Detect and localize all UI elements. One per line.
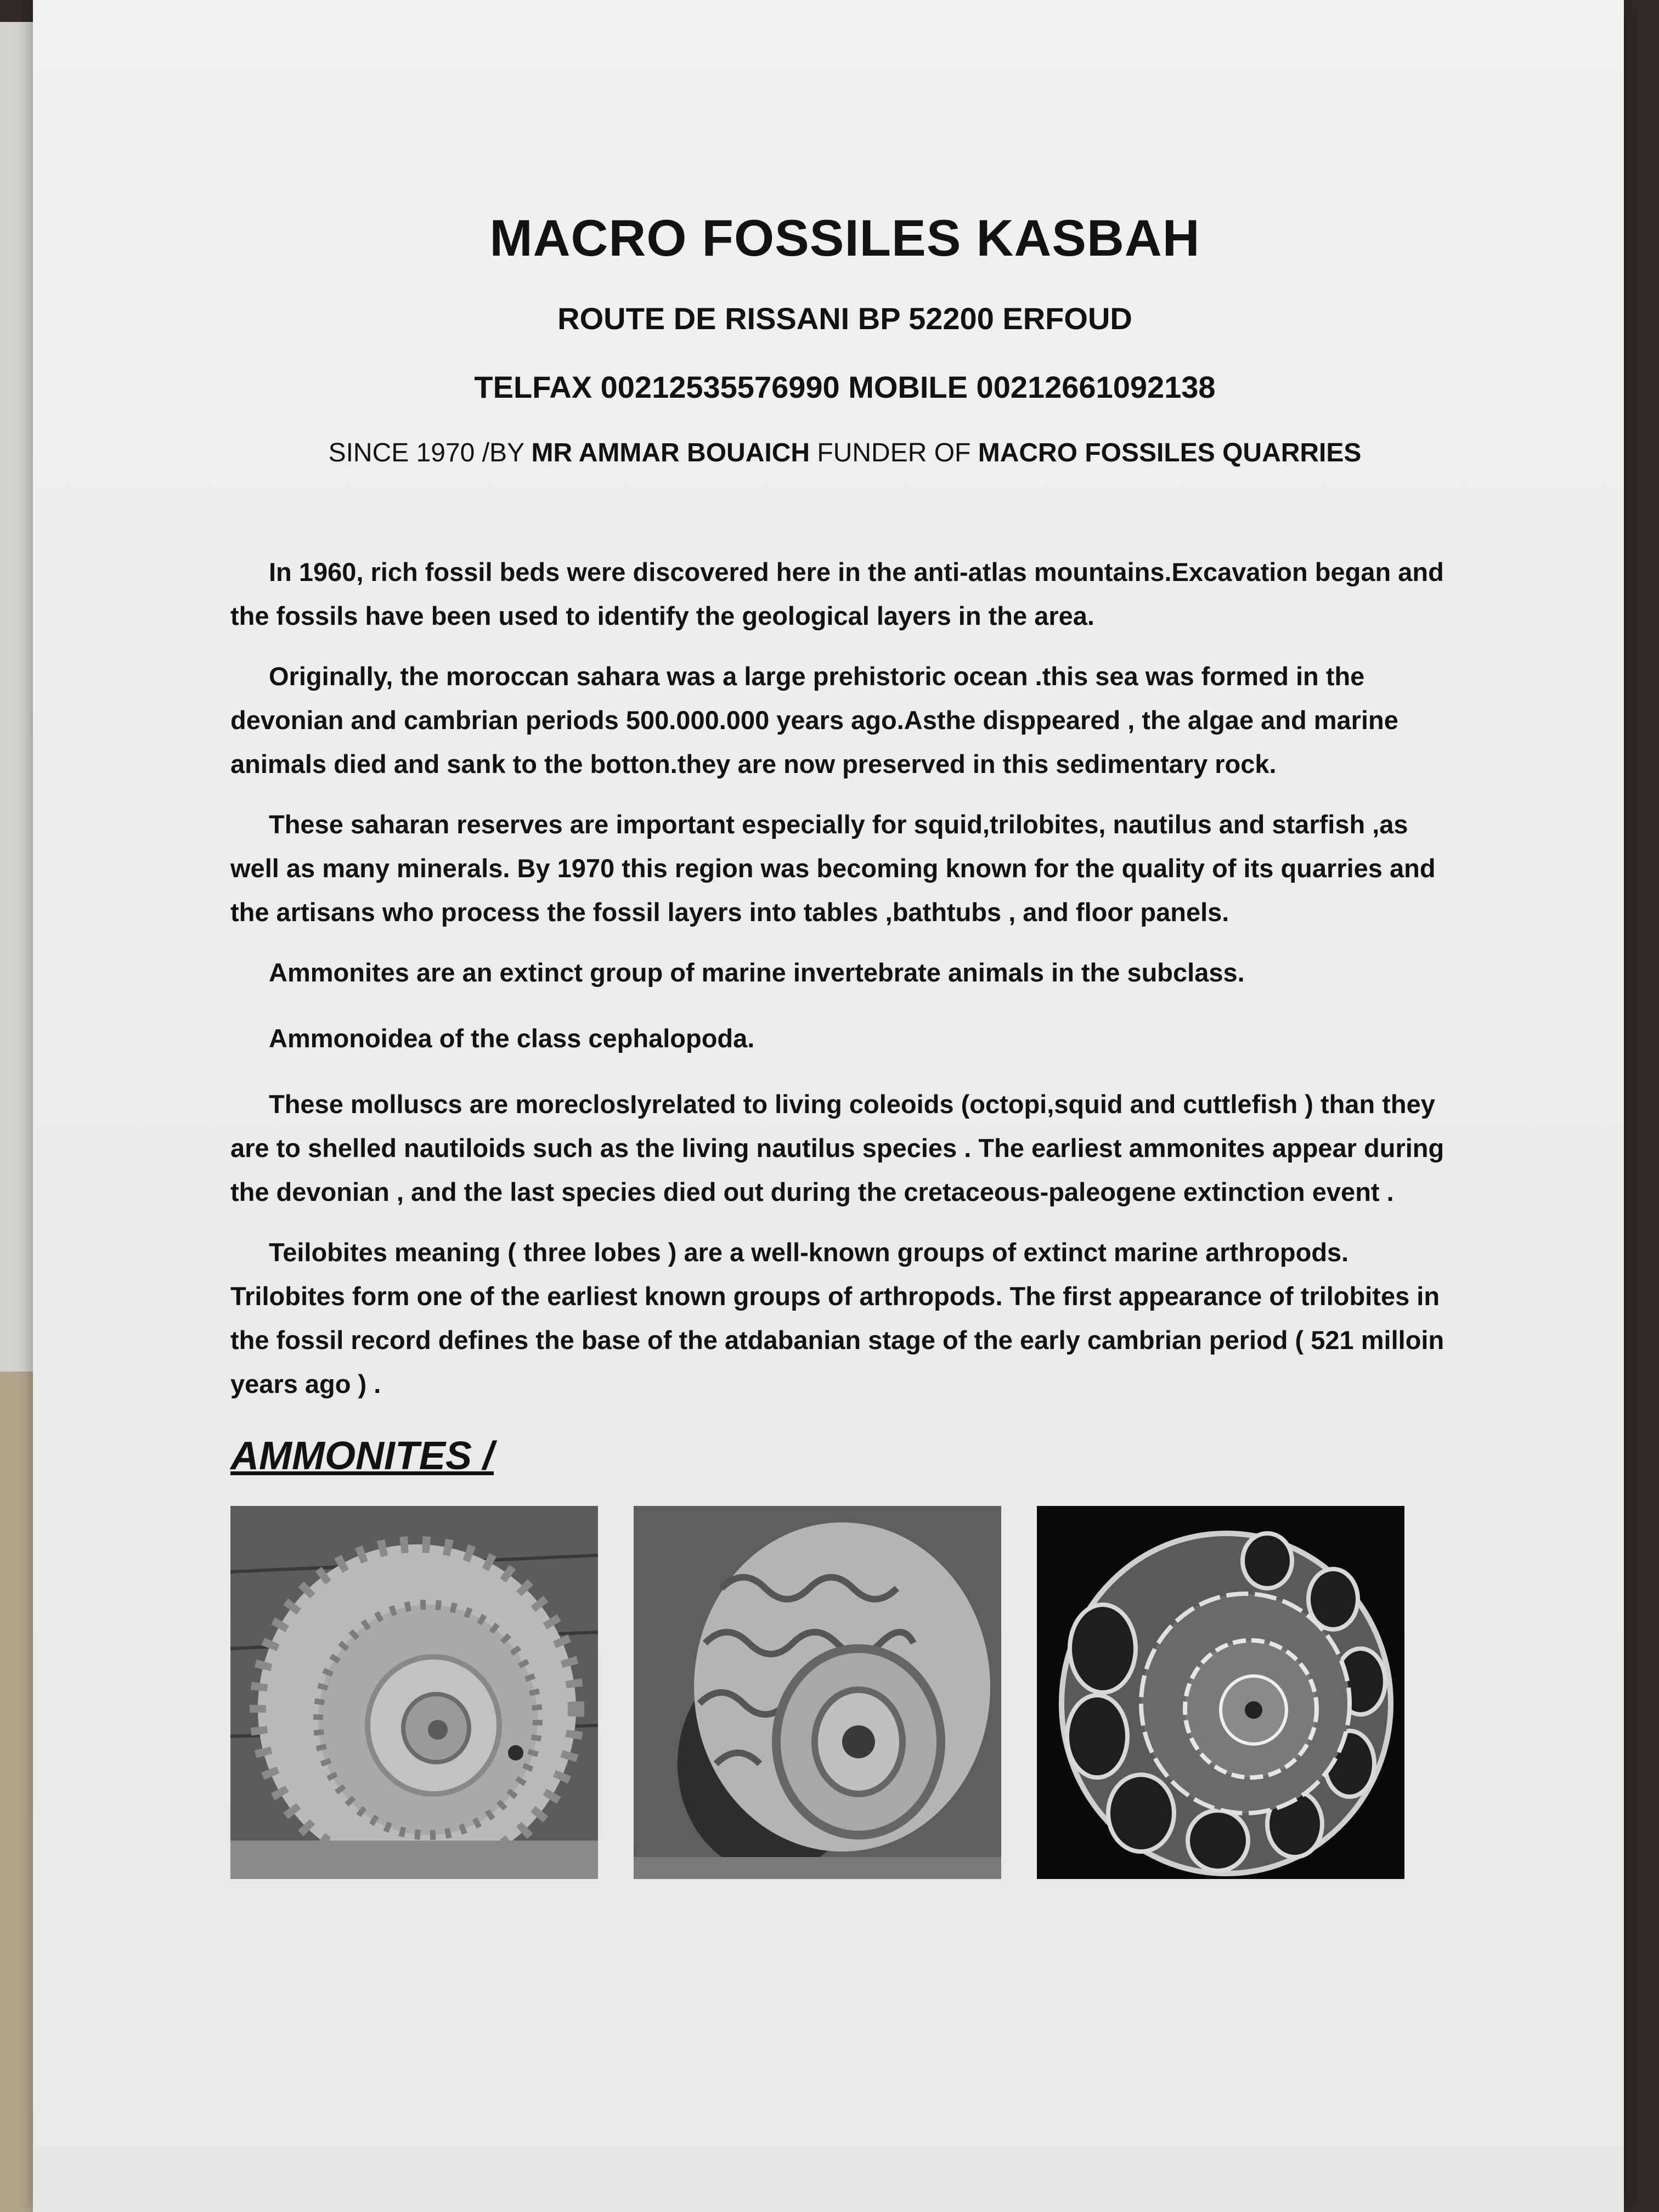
sutured-ammonite-icon — [634, 1506, 1001, 1879]
sectioned-ammonite-photo — [1037, 1506, 1404, 1879]
paper-sheet — [33, 0, 1624, 2212]
ribbed-ammonite-photo — [230, 1506, 598, 1879]
since-line — [230, 438, 1459, 468]
paragraph-reserves: These saharan reserves are important especially for squid,trilobites, nautilus and starfish ,as well as many minerals. By 1970 this region was becoming known for the quality of its quarries and the artisans who process the fossil layers into tables ,bathtubs , and floor panels. — [230, 810, 1436, 927]
paragraph-ocean: Originally, the moroccan sahara was a large prehistoric ocean .this sea was formed in the devonian and cambrian periods 500.000.000 years ago.Asthe disppeared , the algae and marine animals died and sank to the botton.they are now preserved in this sedimentary rock. — [230, 662, 1398, 778]
paragraph-molluscs: These molluscs are moreclosIyrelated to living coleoids (octopi,squid and cuttlefish ) than they are to shelled nautiloids such as the living nautilus species . The earliest ammonites appear during the devonian , and the last species died out during the cretaceous-paleogene extinction event . — [230, 1090, 1444, 1206]
since-prefix: SINCE 1970 /BY — [328, 438, 532, 467]
document-content — [230, 208, 1459, 1879]
quarries-name: MACRO FOSSILES QUARRIES — [978, 438, 1362, 467]
telfax-line: TELFAX 00212535576990 MOBILE 00212661092138 — [474, 370, 1216, 404]
address-line: ROUTE DE RISSANI BP 52200 ERFOUD — [557, 301, 1132, 336]
ammonites-heading: AMMONITES / — [230, 1434, 494, 1478]
since-middle: FUNDER OF — [810, 438, 978, 467]
ribbed-ammonite-icon — [230, 1506, 598, 1879]
sectioned-ammonite-icon — [1037, 1506, 1404, 1879]
ammonite-photo-row — [230, 1506, 1404, 1879]
document-title: MACRO FOSSILES KASBAH — [489, 209, 1200, 267]
paragraph-trilobites: Teilobites meaning ( three lobes ) are a well-known groups of extinct marine arthropods. Trilobites form one of the earliest known groups of arthropods. The first appearance of trilobites in the fossil record defines the base of the atdabanian stage of the early cambrian period ( 521 milloin years ago ) . — [230, 1238, 1444, 1398]
paragraph-discovery: In 1960, rich fossil beds were discovered here in the anti-atlas mountains.Excavation began and the fossils have been used to identify the geological layers in the area. — [230, 557, 1444, 630]
paragraph-ammonoidea: Ammonoidea of the class cephalopoda. — [269, 1024, 755, 1053]
paragraph-ammonites: Ammonites are an extinct group of marine invertebrate animals in the subclass. — [269, 958, 1245, 987]
founder-name: MR AMMAR BOUAICH — [531, 438, 810, 467]
sutured-ammonite-photo — [634, 1506, 1001, 1879]
